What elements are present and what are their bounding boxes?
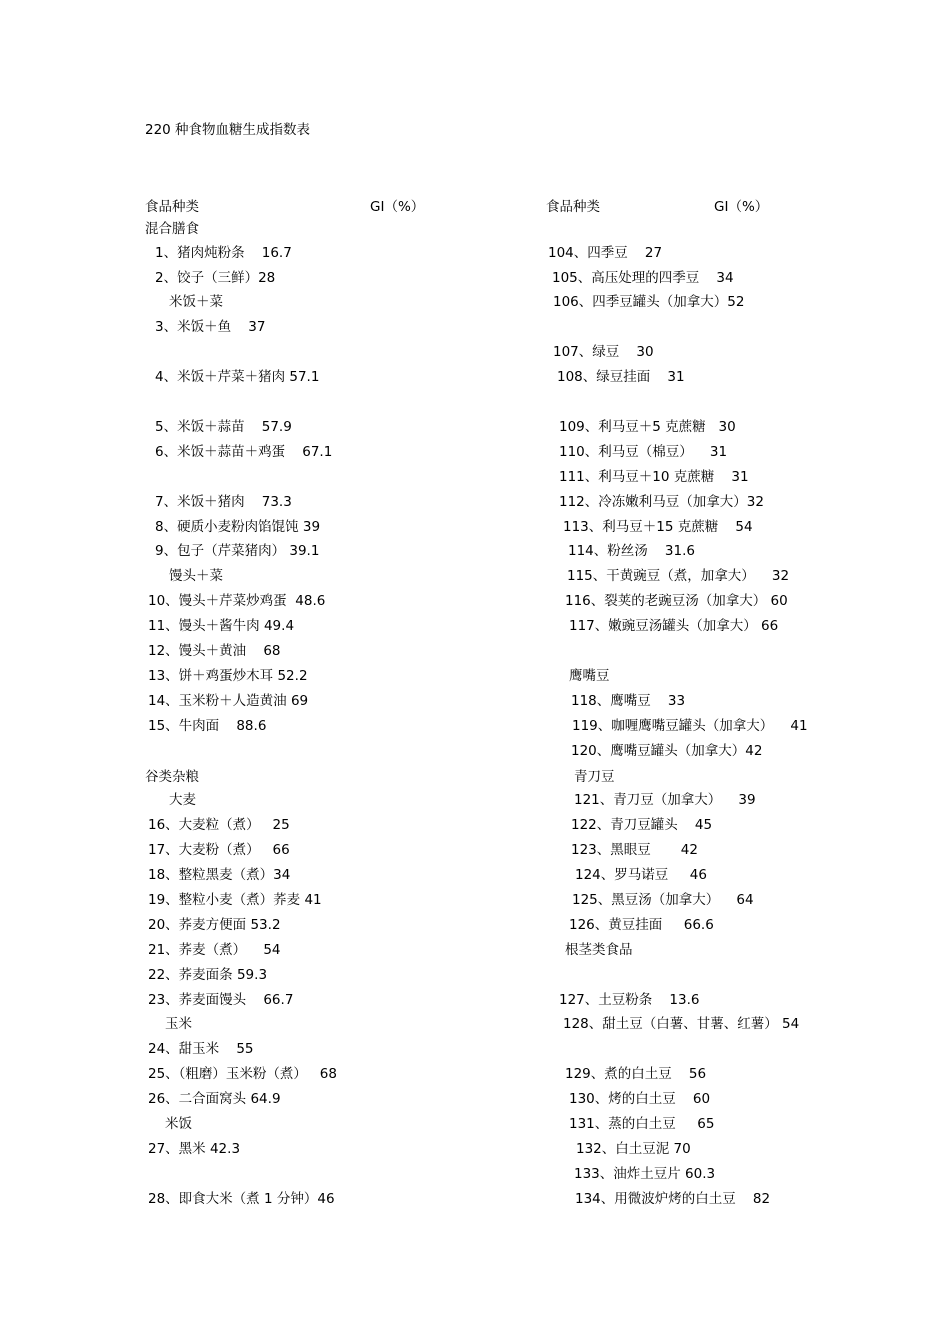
left-line: 6、米饭＋蒜苗＋鸡蛋 67.1 (155, 444, 333, 460)
right-line: 115、干黄豌豆（煮，加拿大） 32 (567, 568, 790, 584)
left-line: 5、米饭＋蒜苗 57.9 (155, 419, 292, 435)
right-line: 根茎类食品 (565, 942, 633, 958)
left-line: 19、整粒小麦（煮）荞麦 41 (148, 892, 322, 908)
right-line: 125、黑豆汤（加拿大） 64 (572, 892, 754, 908)
left-line: 7、米饭＋猪肉 73.3 (155, 494, 292, 510)
left-line: 4、米饭＋芹菜＋猪肉 57.1 (155, 369, 320, 385)
left-line: 22、荞麦面条 59.3 (148, 967, 268, 983)
left-line: 20、荞麦方便面 53.2 (148, 917, 281, 933)
right-line: 129、煮的白土豆 56 (565, 1066, 707, 1082)
left-line: 23、荞麦面馒头 66.7 (148, 992, 294, 1008)
right-line: 133、油炸土豆片 60.3 (574, 1166, 716, 1182)
left-line: 1、猪肉炖粉条 16.7 (155, 245, 292, 261)
left-line: 25、（粗磨）玉米粉（煮） 68 (148, 1066, 337, 1082)
right-line: 113、利马豆＋15 克蔗糖 54 (563, 519, 753, 535)
left-line: 玉米 (165, 1016, 192, 1032)
right-line: 132、白土豆泥 70 (576, 1141, 691, 1157)
right-line: 124、罗马诺豆 46 (575, 867, 707, 883)
right-line: 117、嫩豌豆汤罐头（加拿大） 66 (569, 618, 779, 634)
left-line: 9、包子（芹菜猪肉） 39.1 (155, 543, 320, 559)
left-line: 谷类杂粮 (145, 769, 199, 785)
left-line: 12、馒头＋黄油 68 (148, 643, 281, 659)
right-line: 109、利马豆＋5 克蔗糖 30 (559, 419, 736, 435)
right-line: 134、用微波炉烤的白土豆 82 (575, 1191, 771, 1207)
right-line: 青刀豆 (574, 769, 615, 785)
left-line: 8、硬质小麦粉肉馅馄饨 39 (155, 519, 321, 535)
right-line: 126、黄豆挂面 66.6 (569, 917, 714, 933)
right-line: 118、鹰嘴豆 33 (571, 693, 686, 709)
left-line: 28、即食大米（煮 1 分钟）46 (148, 1191, 335, 1207)
right-line: 120、鹰嘴豆罐头（加拿大）42 (571, 743, 763, 759)
right-line: 127、土豆粉条 13.6 (559, 992, 700, 1008)
right-line: 128、甜土豆（白薯、甘薯、红薯） 54 (563, 1016, 800, 1032)
right-line: 104、四季豆 27 (548, 245, 663, 261)
left-line: 3、米饭＋鱼 37 (155, 319, 266, 335)
left-line: 米饭＋菜 (169, 294, 223, 310)
left-line: 11、馒头＋酱牛肉 49.4 (148, 618, 295, 634)
right-line: 119、咖喱鹰嘴豆罐头（加拿大） 41 (572, 718, 808, 734)
left-line: 混合膳食 (145, 221, 199, 237)
right-line: 鹰嘴豆 (569, 668, 610, 684)
right-line: 108、绿豆挂面 31 (557, 369, 685, 385)
left-header-gi: GI（%） (370, 199, 425, 215)
right-line: 130、烤的白土豆 60 (569, 1091, 711, 1107)
right-line: 106、四季豆罐头（加拿大）52 (553, 294, 745, 310)
left-line: 13、饼＋鸡蛋炒木耳 52.2 (148, 668, 308, 684)
right-line: 107、绿豆 30 (553, 344, 654, 360)
left-line: 2、饺子（三鲜）28 (155, 270, 276, 286)
left-header-food: 食品种类 (145, 199, 199, 215)
right-line: 121、青刀豆（加拿大） 39 (574, 792, 756, 808)
right-header-gi: GI（%） (714, 199, 769, 215)
left-line: 21、荞麦（煮） 54 (148, 942, 281, 958)
left-line: 15、牛肉面 88.6 (148, 718, 267, 734)
right-header-food: 食品种类 (546, 199, 600, 215)
left-line: 17、大麦粉（煮） 66 (148, 842, 290, 858)
document-title: 220 种食物血糖生成指数表 (145, 122, 311, 138)
right-line: 114、粉丝汤 31.6 (568, 543, 695, 559)
left-line: 大麦 (169, 792, 196, 808)
right-line: 105、高压处理的四季豆 34 (552, 270, 734, 286)
left-line: 24、甜玉米 55 (148, 1041, 254, 1057)
right-line: 111、利马豆＋10 克蔗糖 31 (559, 469, 749, 485)
left-line: 27、黑米 42.3 (148, 1141, 241, 1157)
right-line: 110、利马豆（棉豆） 31 (559, 444, 728, 460)
right-line: 122、青刀豆罐头 45 (571, 817, 713, 833)
left-line: 馒头＋菜 (169, 568, 223, 584)
left-line: 10、馒头＋芹菜炒鸡蛋 48.6 (148, 593, 326, 609)
right-line: 131、蒸的白土豆 65 (569, 1116, 715, 1132)
left-line: 18、整粒黑麦（煮）34 (148, 867, 291, 883)
left-line: 米饭 (165, 1116, 192, 1132)
right-line: 112、冷冻嫩利马豆（加拿大）32 (559, 494, 764, 510)
right-line: 123、黑眼豆 42 (571, 842, 698, 858)
left-line: 14、玉米粉＋人造黄油 69 (148, 693, 309, 709)
left-line: 16、大麦粒（煮） 25 (148, 817, 290, 833)
right-line: 116、裂荚的老豌豆汤（加拿大） 60 (565, 593, 788, 609)
left-line: 26、二合面窝头 64.9 (148, 1091, 281, 1107)
